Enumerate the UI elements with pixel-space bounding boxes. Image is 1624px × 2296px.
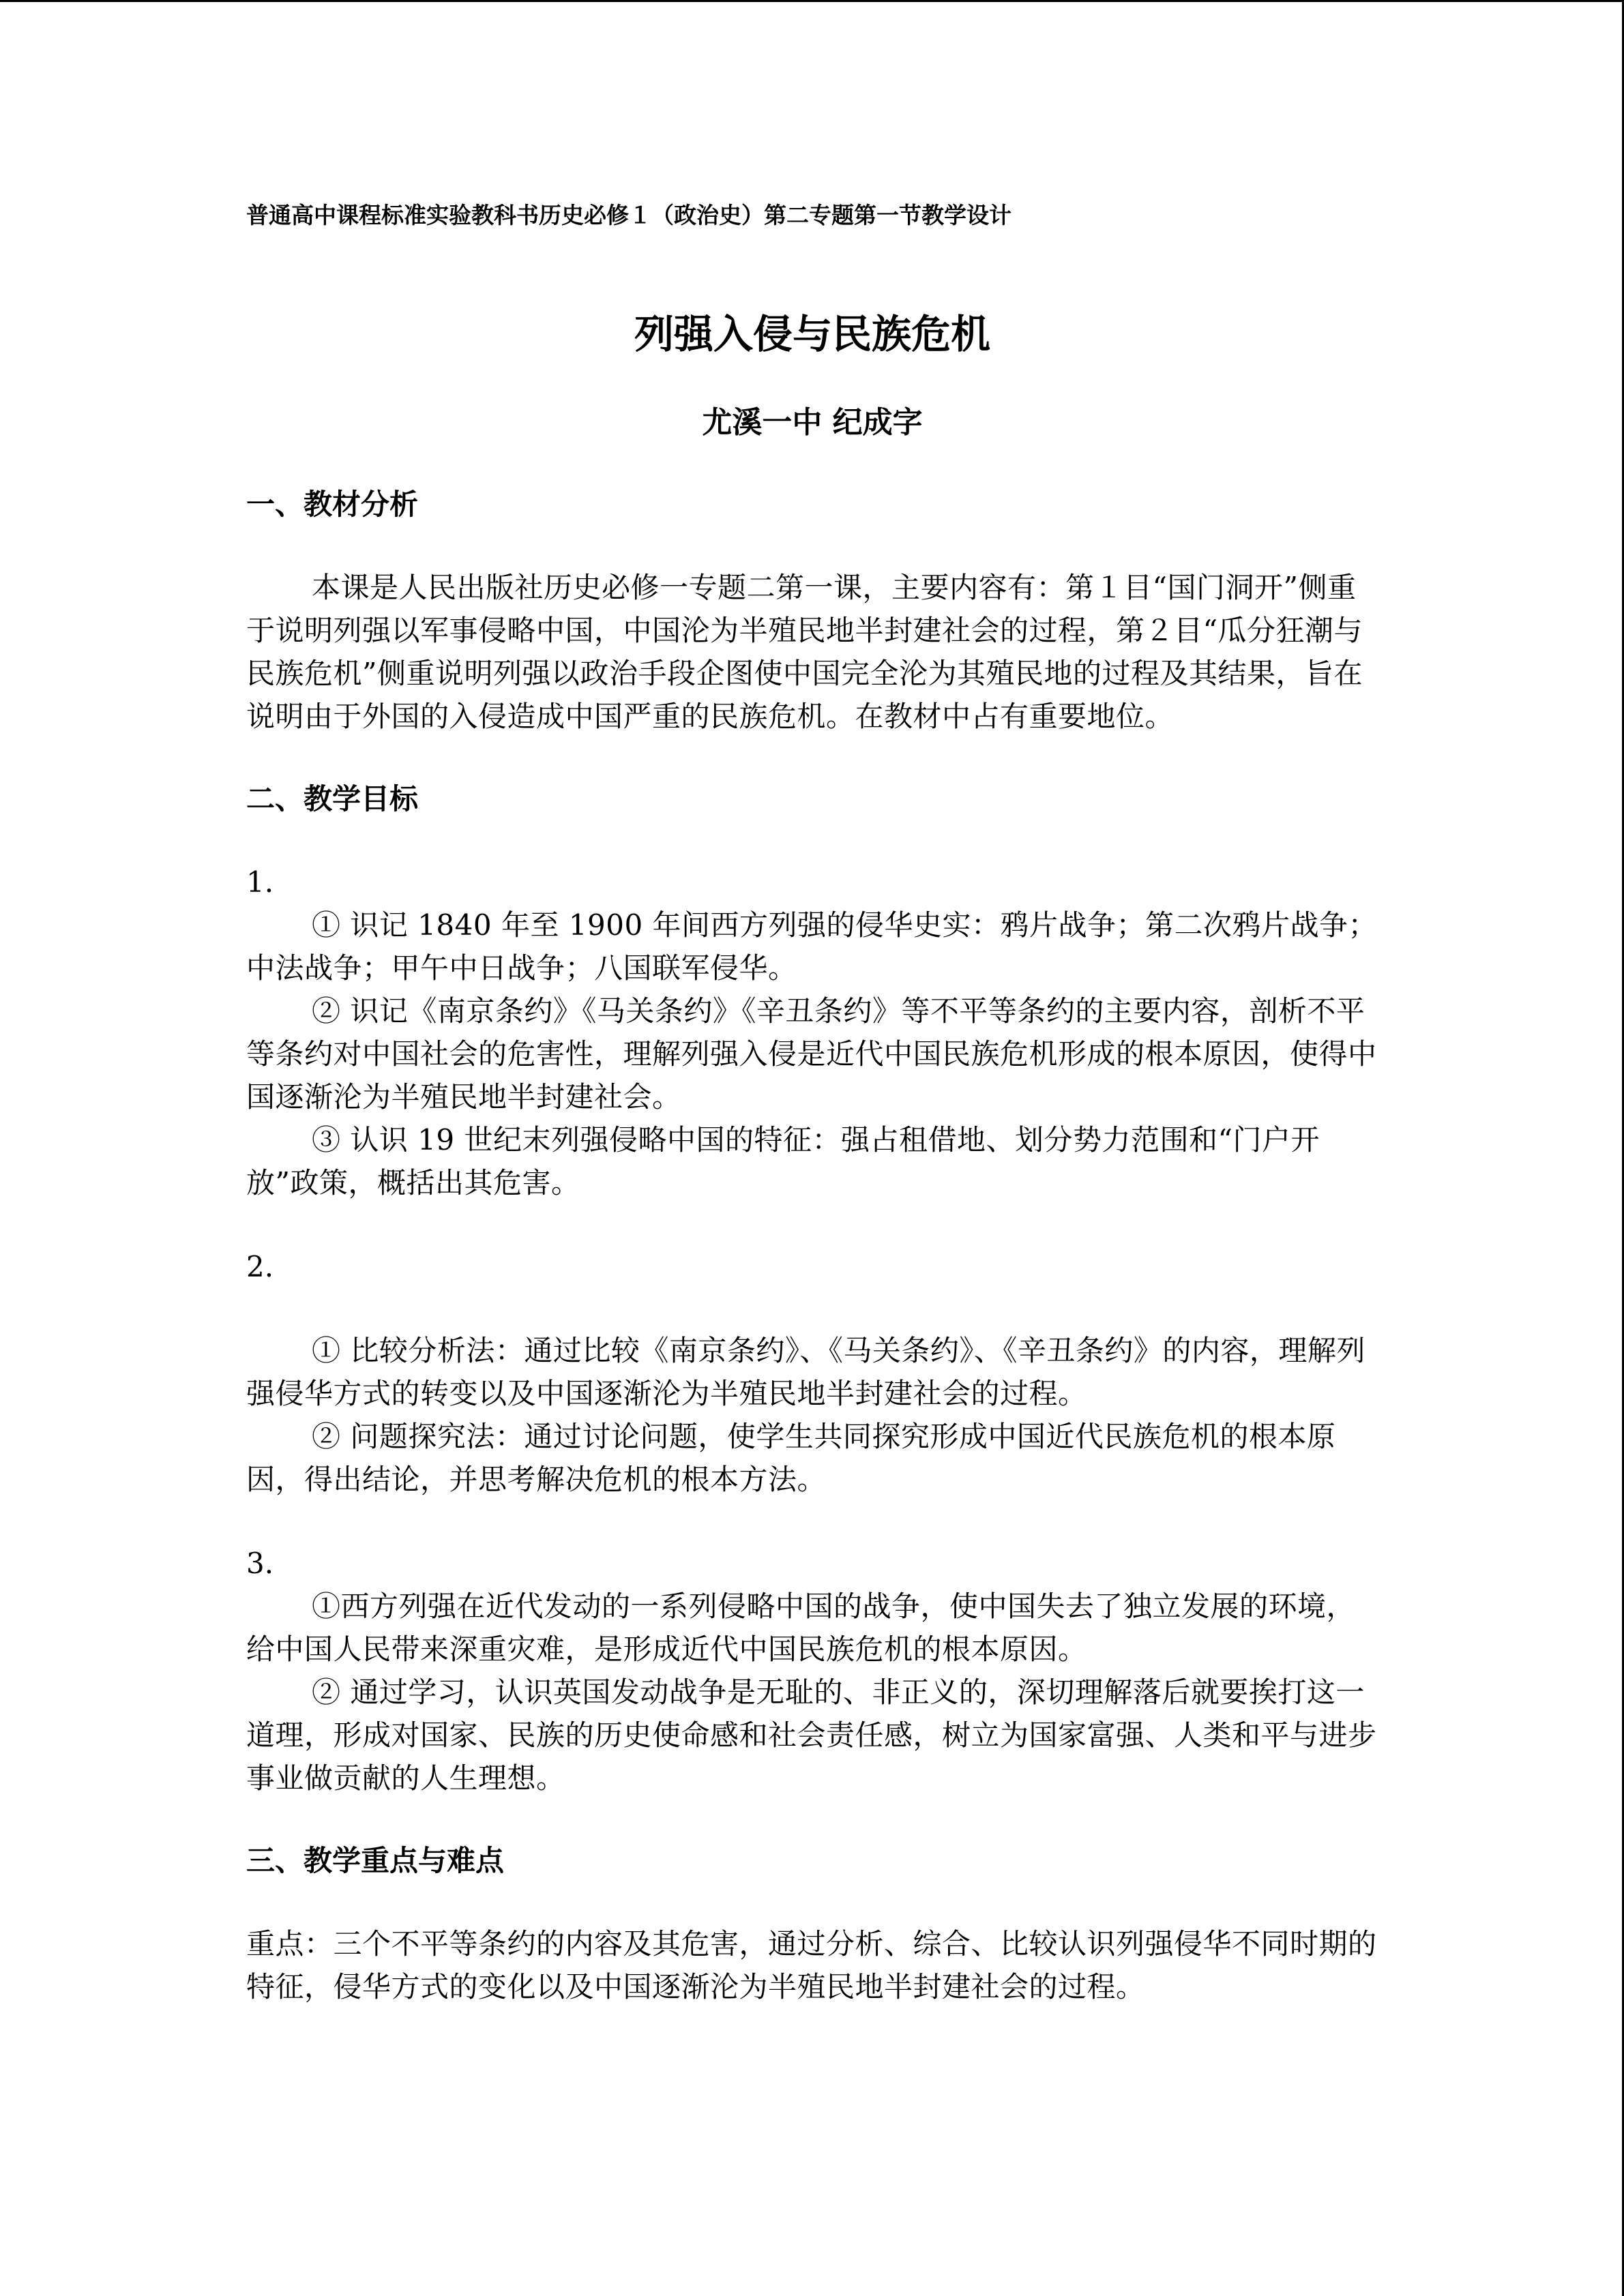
textbook-analysis-paragraph: 本课是人民出版社历史必修一专题二第一课，主要内容有：第１目“国门洞开”侧重于说明列强以军事侵略中国，中国沦为半殖民地半封建社会的过程，第２目“瓜分狂潮与民族危机”侧重说明列强以政治手段企图使中国完全沦为其殖民地的过程及其结果，旨在说明由于外国的入侵造成中国严重的民族危机。在教材中占有重要地位。 — [246, 571, 1363, 733]
top-border-rule — [0, 0, 1624, 2]
section-heading-key-points: 三、教学重点与难点 — [246, 1844, 505, 1877]
goal-group-2-number: 2. — [246, 1250, 274, 1283]
goal-1-item-1: ① 识记 1840 年至 1900 年间西方列强的侵华史实：鸦片战争；第二次鸦片战争；中法战争；甲午中日战争；八国联军侵华。 — [246, 908, 1378, 985]
document-author: 尤溪一中 纪成字 — [702, 405, 923, 440]
goal-group-1-number: 1. — [246, 865, 274, 899]
goal-group-3-number: 3. — [246, 1547, 274, 1580]
section-heading-teaching-goals: 二、教学目标 — [246, 782, 419, 816]
document-page — [246, 199, 1378, 2008]
goal-2-item-2: ② 问题探究法：通过讨论问题，使学生共同探究形成中国近代民族危机的根本原因，得出结论，并思考解决危机的根本方法。 — [246, 1420, 1336, 1496]
document-title: 列强入侵与民族危机 — [634, 311, 990, 357]
goal-3-item-2: ② 通过学习，认识英国发动战争是无耻的、非正义的，深切理解落后就要挨打这一道理，形成对国家、民族的历史使命感和社会责任感，树立为国家富强、人类和平与进步事业做贡献的人生理想。 — [246, 1675, 1377, 1795]
goal-3-item-1: ①西方列强在近代发动的一系列侵略中国的战争，使中国失去了独立发展的环境，给中国人民带来深重灾难，是形成近代中国民族危机的根本原因。 — [246, 1590, 1356, 1666]
goal-1-item-2: ② 识记《南京条约》《马关条约》《辛丑条约》等不平等条约的主要内容，剖析不平等条约对中国社会的危害性，理解列强入侵是近代中国民族危机形成的根本原因，使得中国逐渐沦为半殖民地半封建社会。 — [246, 994, 1377, 1114]
document-header: 普通高中课程标准实验教科书历史必修１（政治史）第二专题第一节教学设计 — [246, 202, 1012, 228]
goal-1-item-3: ③ 认识 19 世纪末列强侵略中国的特征：强占租借地、划分势力范围和“门户开放”政策，概括出其危害。 — [246, 1123, 1320, 1199]
section-heading-textbook-analysis: 一、教材分析 — [246, 488, 419, 521]
key-points-paragraph: 重点：三个不平等条约的内容及其危害，通过分析、综合、比较认识列强侵华不同时期的特征，侵华方式的变化以及中国逐渐沦为半殖民地半封建社会的过程。 — [246, 1927, 1377, 2003]
goal-2-item-1: ① 比较分析法：通过比较《南京条约》、《马关条约》、《辛丑条约》的内容，理解列强侵华方式的转变以及中国逐渐沦为半殖民地半封建社会的过程。 — [246, 1334, 1365, 1410]
